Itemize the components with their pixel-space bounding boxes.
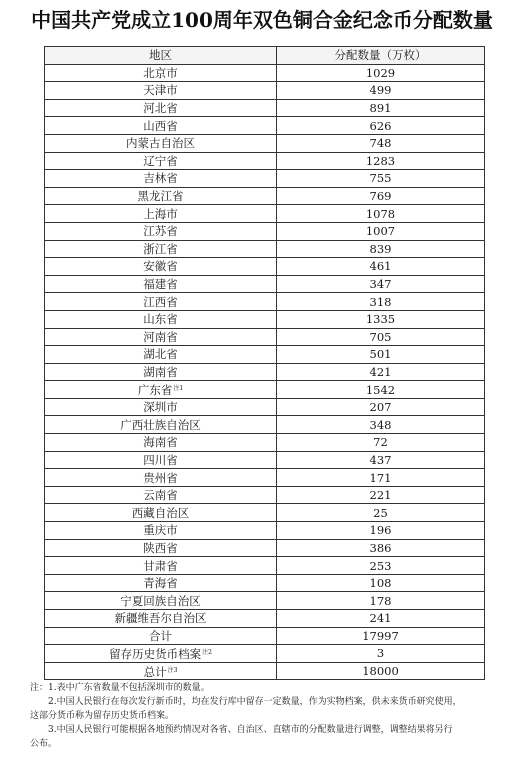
region-name: 深圳市	[143, 400, 178, 415]
count-cell: 1542	[277, 381, 485, 399]
table-row	[45, 82, 485, 100]
table-row	[45, 469, 485, 487]
count-cell: 755	[277, 170, 485, 188]
region-name: 安徽省	[143, 259, 178, 274]
region-cell	[45, 486, 277, 504]
count-cell: 1335	[277, 310, 485, 328]
region-name: 西藏自治区	[131, 505, 190, 520]
region-name: 北京市	[143, 65, 178, 80]
count-cell: 501	[277, 346, 485, 364]
table-row	[45, 486, 485, 504]
region-cell	[45, 504, 277, 522]
region-cell	[45, 328, 277, 346]
table-row	[45, 504, 485, 522]
region-name: 广东省	[137, 383, 173, 398]
table-row	[45, 99, 485, 117]
region-cell	[45, 275, 277, 293]
table-row	[45, 328, 485, 346]
table-row	[45, 170, 485, 188]
count-cell: 769	[277, 187, 485, 205]
region-cell	[45, 187, 277, 205]
region-name: 宁夏回族自治区	[120, 593, 201, 608]
region-cell	[45, 592, 277, 610]
table-row	[45, 240, 485, 258]
region-cell	[45, 117, 277, 135]
footnote-line: 注：1.表中广东省数量不包括深圳市的数量。	[30, 683, 210, 693]
table-body	[45, 64, 485, 680]
count-cell: 891	[277, 99, 485, 117]
count-cell: 626	[277, 117, 485, 135]
region-cell	[45, 363, 277, 381]
region-name: 吉林省	[143, 171, 178, 186]
region-name: 福建省	[143, 277, 178, 292]
region-cell	[45, 170, 277, 188]
region-name: 江西省	[143, 294, 178, 309]
count-cell: 748	[277, 134, 485, 152]
table-row	[45, 275, 485, 293]
table-header-row	[45, 47, 485, 65]
region-cell	[45, 451, 277, 469]
region-name: 海南省	[143, 435, 178, 450]
region-name: 湖南省	[143, 364, 178, 379]
region-cell	[45, 240, 277, 258]
region-cell	[45, 99, 277, 117]
footnote-line: 3.中国人民银行可能根据各地预约情况对各省、自治区、直辖市的分配数量进行调整，调整结果将另行	[48, 725, 453, 735]
region-name: 总计	[143, 664, 167, 679]
table-row	[45, 539, 485, 557]
table-row	[45, 117, 485, 135]
region-cell	[45, 416, 277, 434]
count-cell: 386	[277, 539, 485, 557]
region-name: 上海市	[143, 206, 178, 221]
table-row	[45, 645, 485, 663]
count-cell: 421	[277, 363, 485, 381]
count-cell: 221	[277, 486, 485, 504]
region-name: 辽宁省	[143, 153, 178, 168]
region-cell	[45, 64, 277, 82]
region-cell	[45, 398, 277, 416]
table-row	[45, 662, 485, 680]
table-row	[45, 574, 485, 592]
count-cell: 499	[277, 82, 485, 100]
region-cell	[45, 434, 277, 452]
count-cell: 171	[277, 469, 485, 487]
count-cell: 1007	[277, 222, 485, 240]
count-cell: 1283	[277, 152, 485, 170]
count-cell: 461	[277, 258, 485, 276]
region-name: 内蒙古自治区	[126, 136, 195, 151]
region-name: 黑龙江省	[137, 189, 184, 204]
region-name: 四川省	[143, 452, 178, 467]
region-name: 山东省	[143, 312, 178, 327]
region-name: 青海省	[143, 576, 178, 591]
count-cell: 196	[277, 522, 485, 540]
region-cell	[45, 205, 277, 223]
table-row	[45, 416, 485, 434]
table-row	[45, 293, 485, 311]
header-region: 地区	[45, 47, 277, 65]
region-cell	[45, 134, 277, 152]
region-name: 山西省	[143, 118, 178, 133]
region-cell	[45, 539, 277, 557]
footnote-line: 2.中国人民银行在每次发行新币时，均在发行库中留存一定数量，作为实物档案，供未来货币研究使用，	[48, 697, 462, 707]
page-title: 中国共产党成立100周年双色铜合金纪念币分配数量	[31, 8, 493, 32]
table-row	[45, 381, 485, 399]
region-name: 合计	[149, 628, 172, 643]
region-cell	[45, 258, 277, 276]
count-cell: 705	[277, 328, 485, 346]
count-cell: 437	[277, 451, 485, 469]
count-cell: 108	[277, 574, 485, 592]
count-cell: 18000	[277, 662, 485, 680]
table-row	[45, 346, 485, 364]
footnote-marker: 注2	[202, 648, 212, 656]
count-cell: 318	[277, 293, 485, 311]
region-cell	[45, 310, 277, 328]
header-count: 分配数量（万枚）	[277, 47, 485, 65]
table-row	[45, 434, 485, 452]
region-cell	[45, 469, 277, 487]
region-name: 湖北省	[143, 347, 178, 362]
count-cell: 241	[277, 610, 485, 628]
table-row	[45, 152, 485, 170]
count-cell: 839	[277, 240, 485, 258]
region-name: 留存历史货币档案	[109, 646, 202, 661]
region-cell	[45, 557, 277, 575]
table-row	[45, 398, 485, 416]
region-name: 甘肃省	[143, 558, 178, 573]
region-name: 天津市	[143, 83, 178, 98]
table-row	[45, 557, 485, 575]
region-name: 广西壮族自治区	[120, 417, 201, 432]
footnote-marker: 注3	[167, 666, 178, 674]
footnote-marker: 注1	[173, 385, 184, 393]
count-cell: 72	[277, 434, 485, 452]
count-cell: 178	[277, 592, 485, 610]
region-cell	[45, 346, 277, 364]
table-row	[45, 205, 485, 223]
region-name: 河北省	[143, 101, 178, 116]
table-row	[45, 310, 485, 328]
region-cell	[45, 645, 277, 663]
table-row	[45, 64, 485, 82]
count-cell: 25	[277, 504, 485, 522]
region-name: 云南省	[143, 488, 178, 503]
footnotes	[30, 681, 500, 751]
region-cell	[45, 222, 277, 240]
table-row	[45, 592, 485, 610]
table-row	[45, 134, 485, 152]
table-row	[45, 451, 485, 469]
table-row	[45, 627, 485, 645]
region-name: 新疆维吾尔自治区	[114, 611, 207, 626]
count-cell: 3	[277, 645, 485, 663]
table-row	[45, 187, 485, 205]
region-cell	[45, 610, 277, 628]
count-cell: 207	[277, 398, 485, 416]
table-row	[45, 522, 485, 540]
count-cell: 347	[277, 275, 485, 293]
count-cell: 253	[277, 557, 485, 575]
region-cell	[45, 662, 277, 680]
count-cell: 17997	[277, 627, 485, 645]
region-name: 河南省	[143, 329, 178, 344]
table-row	[45, 610, 485, 628]
region-name: 江苏省	[143, 224, 178, 239]
region-name: 贵州省	[143, 470, 178, 485]
region-name: 浙江省	[143, 241, 178, 256]
count-cell: 348	[277, 416, 485, 434]
region-cell	[45, 381, 277, 399]
table-row	[45, 222, 485, 240]
region-cell	[45, 574, 277, 592]
region-name: 陕西省	[143, 540, 178, 555]
count-cell: 1029	[277, 64, 485, 82]
region-cell	[45, 293, 277, 311]
region-cell	[45, 522, 277, 540]
footnote-line: 这部分货币称为留存历史货币档案。	[30, 711, 175, 721]
table-row	[45, 258, 485, 276]
table-row	[45, 363, 485, 381]
allocation-table	[44, 46, 485, 680]
footnote-line: 公布。	[30, 739, 58, 749]
region-cell	[45, 82, 277, 100]
region-cell	[45, 152, 277, 170]
region-name: 重庆市	[143, 523, 178, 538]
count-cell: 1078	[277, 205, 485, 223]
region-cell	[45, 627, 277, 645]
